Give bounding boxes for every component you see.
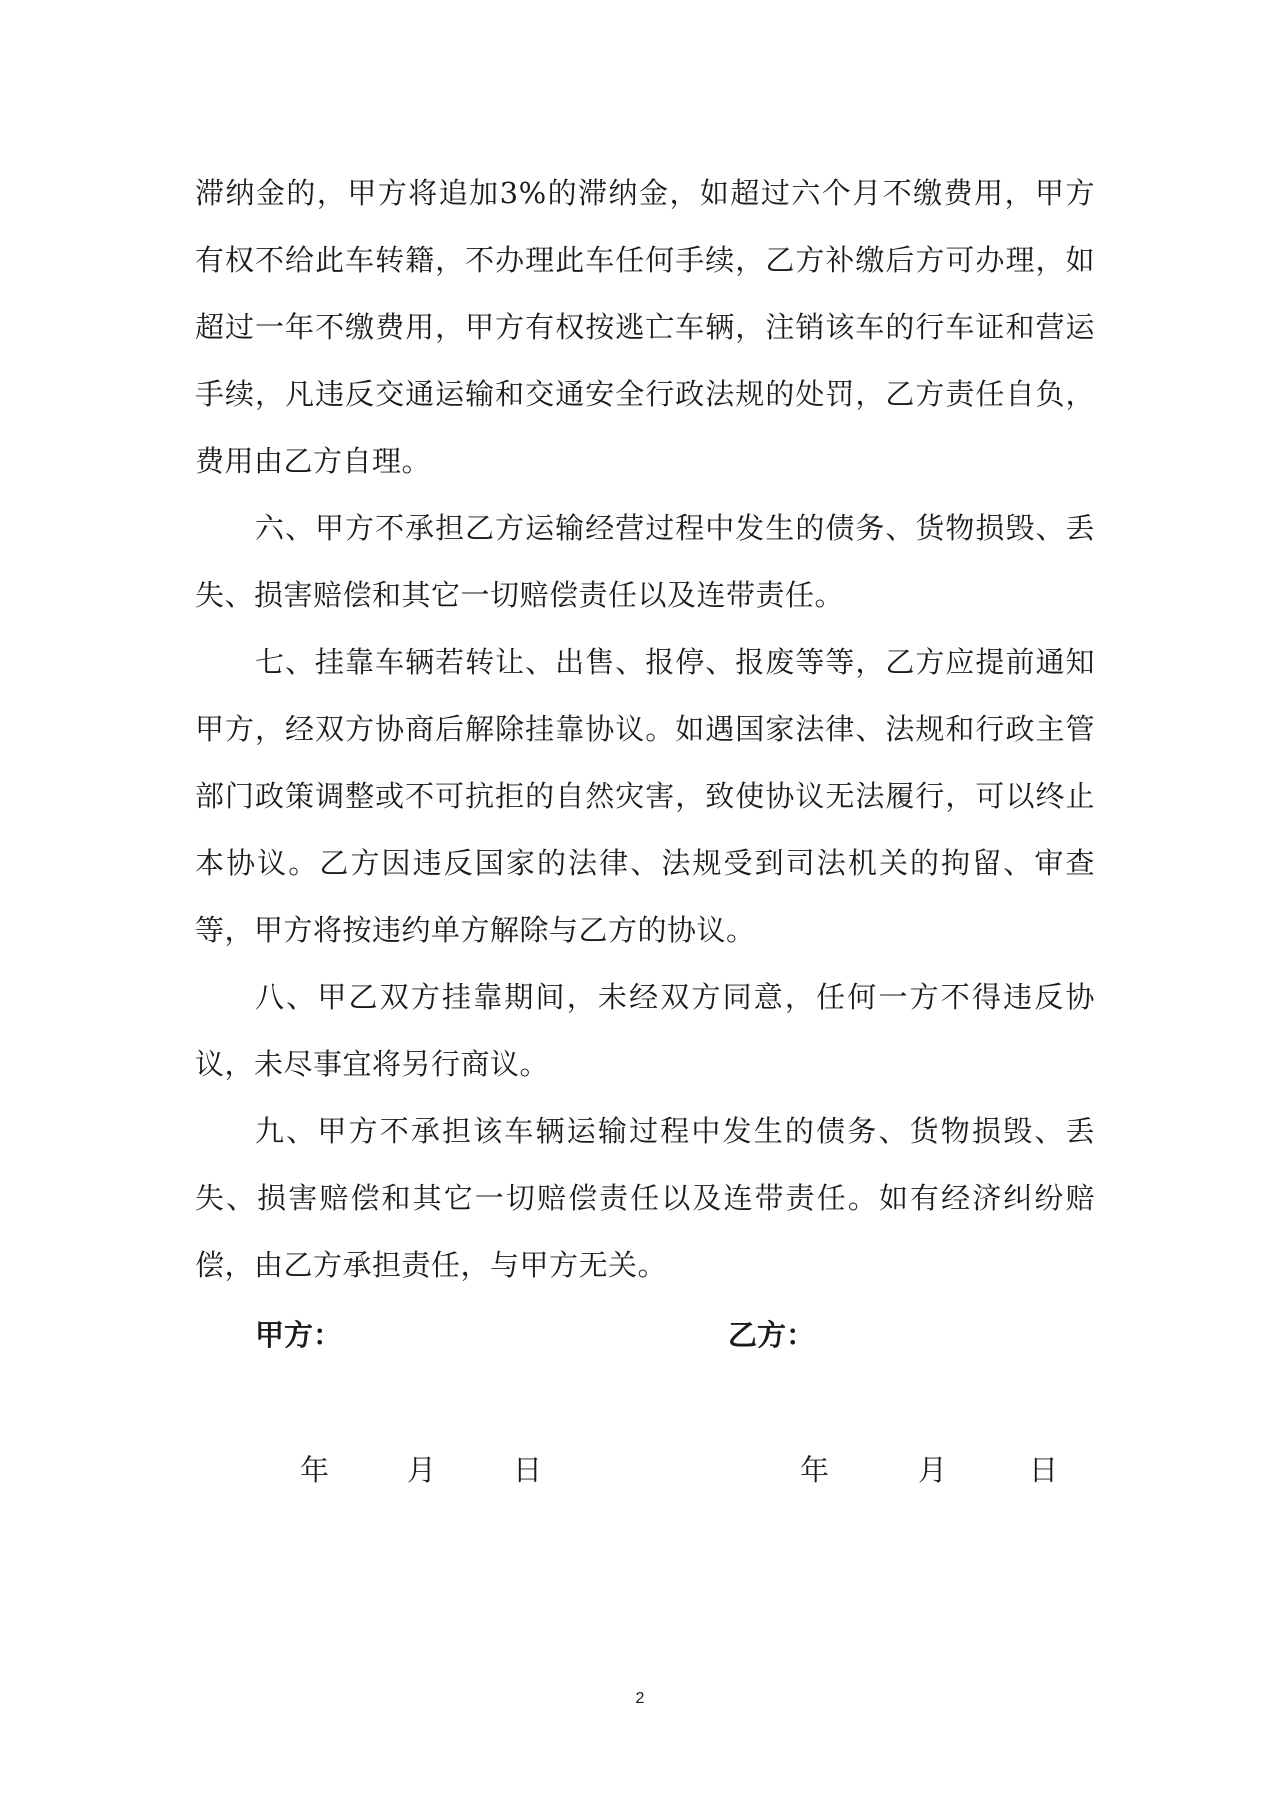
party-b-date-day: 日 [1029, 1453, 1059, 1487]
paragraph-clause-6: 六、甲方不承担乙方运输经营过程中发生的债务、货物损毁、丢失、损害赔偿和其它一切赔偿责任以及连带责任。 [195, 511, 1095, 612]
party-a-date-year: 年 [300, 1453, 330, 1487]
document-body [195, 160, 1095, 1299]
paragraph-continuation: 滞纳金的，甲方将追加3%的滞纳金，如超过六个月不缴费用，甲方有权不给此车转籍，不办理此车任何手续，乙方补缴后方可办理，如超过一年不缴费用，甲方有权按逃亡车辆，注销该车的行车证和营运手续，凡违反交通运输和交通安全行政法规的处罚，乙方责任自负，费用由乙方自理。 [195, 176, 1095, 478]
page-number: 2 [635, 1690, 645, 1707]
signature-row [0, 1310, 1280, 1360]
party-a-date-month: 月 [407, 1453, 437, 1487]
party-a-date-day: 日 [513, 1453, 543, 1487]
party-a-label: 甲方： [255, 1318, 343, 1352]
paragraph-clause-7: 七、挂靠车辆若转让、出售、报停、报废等等，乙方应提前通知甲方，经双方协商后解除挂靠协议。如遇国家法律、法规和行政主管部门政策调整或不可抗拒的自然灾害，致使协议无法履行，可以终止本协议。乙方因违反国家的法律、法规受到司法机关的拘留、审查等，甲方将按违约单方解除与乙方的协议。 [195, 645, 1095, 947]
paragraph-clause-8: 八、甲乙双方挂靠期间，未经双方同意，任何一方不得违反协议，未尽事宜将另行商议。 [195, 980, 1095, 1081]
party-b-label: 乙方： [728, 1318, 816, 1352]
paragraph-clause-9: 九、甲方不承担该车辆运输过程中发生的债务、货物损毁、丢失、损害赔偿和其它一切赔偿责任以及连带责任。如有经济纠纷赔偿，由乙方承担责任，与甲方无关。 [195, 1114, 1095, 1282]
party-b-date-year: 年 [800, 1453, 830, 1487]
date-row [0, 1445, 1280, 1495]
party-b-date-month: 月 [918, 1453, 948, 1487]
